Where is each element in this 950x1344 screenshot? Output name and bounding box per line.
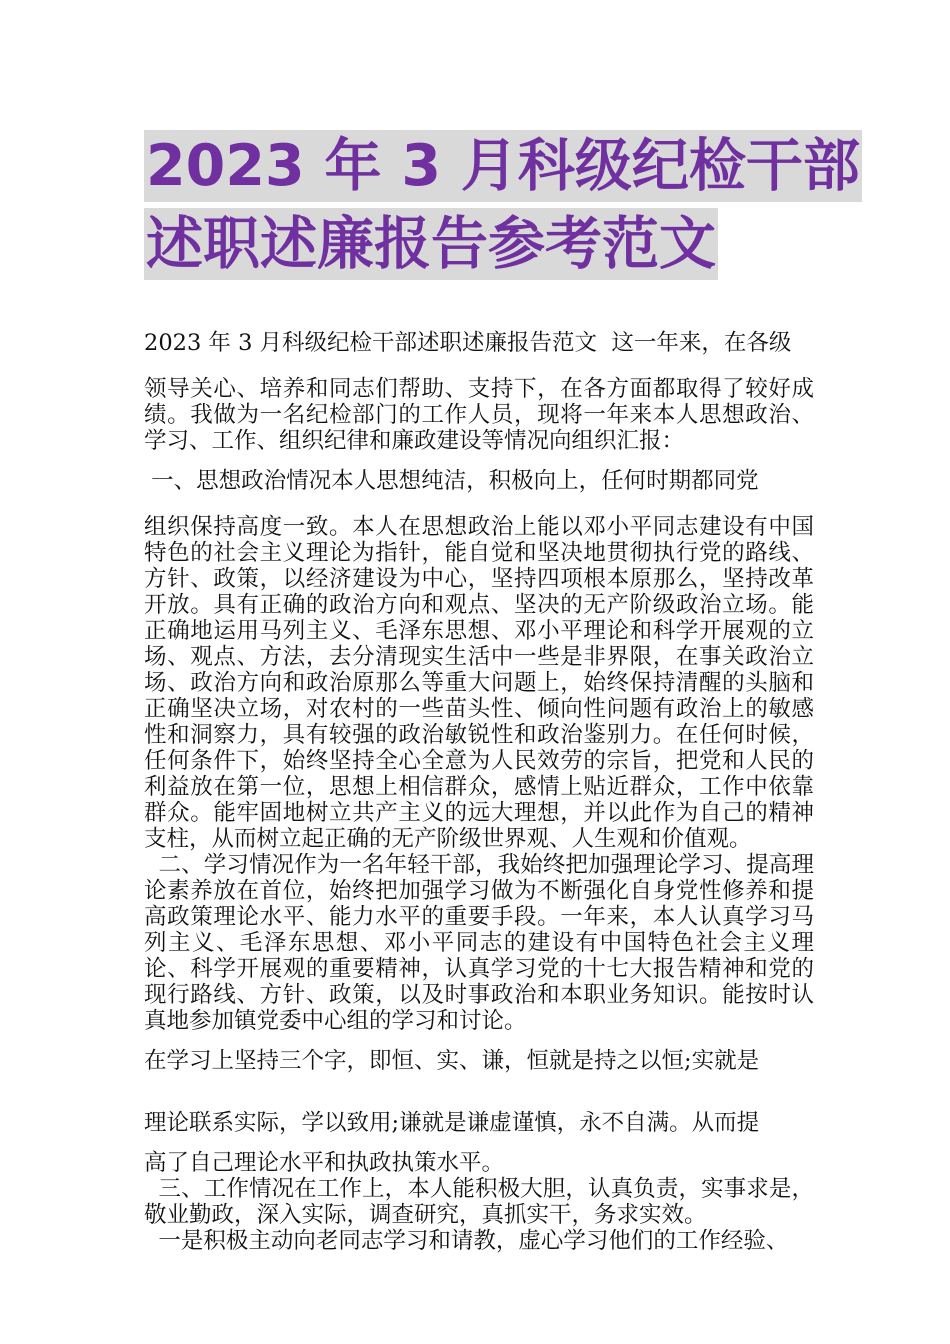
paragraph-section-2-cont-3: 高了自己理论水平和执政执策水平。 — [144, 1150, 505, 1176]
paragraph-section-1-heading: 一、思想政治情况本人思想纯洁，积极向上，任何时期都同党 — [144, 468, 759, 494]
paragraph-section-2: 二、学习情况作为一名年轻干部，我始终把加强理论学习、提高理论素养放在首位，始终把加强学习做为不断强化自身党性修养和提高政策理论水平、能力水平的重要手段。一年来，本人认真学习马列主义、毛泽东思想、邓小平同志的建设有中国特色社会主义理论、科学开展观的重要精神，认真学习党的十七大报告精神和党的现行路线、方针、政策，以及时事政治和本职业务知识。能按时认真地参加镇党委中心组的学习和讨论。 — [144, 852, 814, 1034]
document-title — [144, 130, 860, 286]
paragraph-section-2-cont-2: 理论联系实际，学以致用;谦就是谦虚谨慎，永不自满。从而提 — [144, 1110, 760, 1136]
paragraph-intro-1: 2023 年 3 月科级纪检干部述职述廉报告范文 这一年来，在各级 — [144, 330, 792, 356]
paragraph-section-3: 三、工作情况在工作上，本人能积极大胆，认真负责，实事求是，敬业勤政，深入实际，调查研究，真抓实干，务求实效。 — [144, 1176, 814, 1228]
title-line-2: 述职述廉报告参考范文 — [144, 208, 718, 280]
paragraph-intro-2: 领导关心、培养和同志们帮助、支持下，在各方面都取得了较好成绩。我做为一名纪检部门的工作人员，现将一年来本人思想政治、学习、工作、组织纪律和廉政建设等情况向组织汇报： — [144, 376, 814, 454]
paragraph-section-2-cont-1: 在学习上坚持三个字，即恒、实、谦，恒就是持之以恒;实就是 — [144, 1048, 760, 1074]
paragraph-section-3-item-1: 一是积极主动向老同志学习和请教，虚心学习他们的工作经验、 — [144, 1228, 789, 1254]
document-body — [144, 330, 814, 1254]
title-line-1: 2023 年 3 月科级纪检干部 — [144, 130, 862, 202]
paragraph-section-1-body: 组织保持高度一致。本人在思想政治上能以邓小平同志建设有中国特色的社会主义理论为指针，能自觉和坚决地贯彻执行党的路线、方针、政策，以经济建设为中心，坚持四项根本原那么，坚持改革开放。具有正确的政治方向和观点、坚决的无产阶级政治立场。能正确地运用马列主义、毛泽东思想、邓小平理论和科学开展观的立场、观点、方法，去分清现实生活中一些是非界限，在事关政治立场、政治方向和政治原那么等重大问题上，始终保持清醒的头脑和正确坚决立场，对农村的一些苗头性、倾向性问题有政治上的敏感性和洞察力，具有较强的政治敏锐性和政治鉴别力。在任何时候，任何条件下，始终坚持全心全意为人民效劳的宗旨，把党和人民的利益放在第一位，思想上相信群众，感情上贴近群众，工作中依靠群众。能牢固地树立共产主义的远大理想，并以此作为自己的精神支柱，从而树立起正确的无产阶级世界观、人生观和价值观。 — [144, 514, 814, 852]
